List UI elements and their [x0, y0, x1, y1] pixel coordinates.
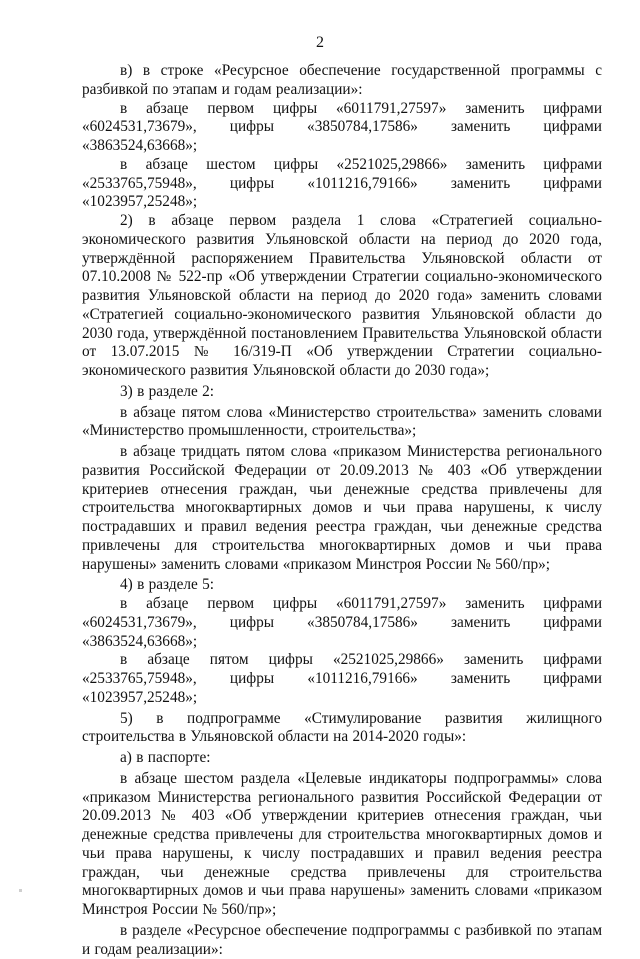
paragraph-1: в) в строке «Ресурсное обеспечение государственной программы с разбивкой по этапам и годам реализации»:: [82, 62, 602, 98]
page-number: 2: [316, 34, 324, 51]
paragraph-9: в абзаце первом цифры «6011791,27597» заменить цифрами «6024531,73679», цифры «3850784,17586» заменить цифрами «3863524,63668»;: [82, 595, 602, 650]
paragraph-7: в абзаце тридцать пятом слова «приказом Министерства регионального развития Российской Федерации от 20.09.2013 № 403 «Об утверждении критериев отнесения граждан, чьи денежные средства привлечены для строительства многоквартирных домов и чьи права нарушены, к числу пострадавших и правил ведения реестра граждан, чьи денежные средства привлечены для строительства многоквартирных домов и чьи права нарушены» заменить словами «приказом Минстроя России № 560/пр»;: [82, 443, 602, 573]
paragraph-5: 3) в разделе 2:: [120, 382, 215, 400]
paragraph-14: в разделе «Ресурсное обеспечение подпрограммы с разбивкой по этапам и годам реализации»:: [82, 921, 602, 958]
paragraph-6: в абзаце пятом слова «Министерство строительства» заменить словами «Министерство промышленности, строительства»;: [82, 403, 602, 440]
paragraph-3: в абзаце шестом цифры «2521025,29866» заменить цифрами «2533765,75948», цифры «1011216,79166» заменить цифрами «1023957,25248»;: [82, 155, 602, 211]
paragraph-4: 2) в абзаце первом раздела 1 слова «Стратегией социально-экономического развития Ульяновской области на период до 2020 года, утверждённой распоряжением Правительства Ульяновской области от 07.10.2008 № 522-пр «Об утверждении Стратегии социально-экономического развития Ульяновской области на период до 2020 года» заменить словами «Стратегией социально-экономического развития Ульяновской области до 2030 года, утверждённой постановлением Правительства Ульяновской области от 13.07.2015 № 16/319-П «Об утверждении Стратегии социально-экономического развития Ульяновской области до 2030 года»;: [82, 212, 602, 379]
paragraph-13: в абзаце шестом раздела «Целевые индикаторы подпрограммы» слова «приказом Министерства регионального развития Российской Федерации от 20.09.2013 № 403 «Об утверждении критериев отнесения граждан, чьи денежные средства привлечены для строительства многоквартирных домов и чьи права нарушены, к числу пострадавших и правил ведения реестра граждан, чьи денежные средства привлечены для строительства многоквартирных домов и чьи права нарушены» заменить словами «приказом Минстроя России № 560/пр»;: [82, 769, 602, 918]
scan-artifact: [19, 889, 22, 892]
document-body: [82, 62, 602, 959]
paragraph-11: 5) в подпрограмме «Стимулирование развития жилищного строительства в Ульяновской области на 2014-2020 годы»:: [82, 709, 602, 746]
paragraph-10: в абзаце пятом цифры «2521025,29866» заменить цифрами «2533765,75948», цифры «1011216,79166» заменить цифрами «1023957,25248»;: [82, 651, 602, 706]
paragraph-8: 4) в разделе 5:: [120, 576, 215, 594]
paragraph-2: в абзаце первом цифры «6011791,27597» заменить цифрами «6024531,73679», цифры «3850784,17586» заменить цифрами «3863524,63668»;: [82, 99, 602, 154]
paragraph-12: а) в паспорте:: [120, 749, 211, 766]
